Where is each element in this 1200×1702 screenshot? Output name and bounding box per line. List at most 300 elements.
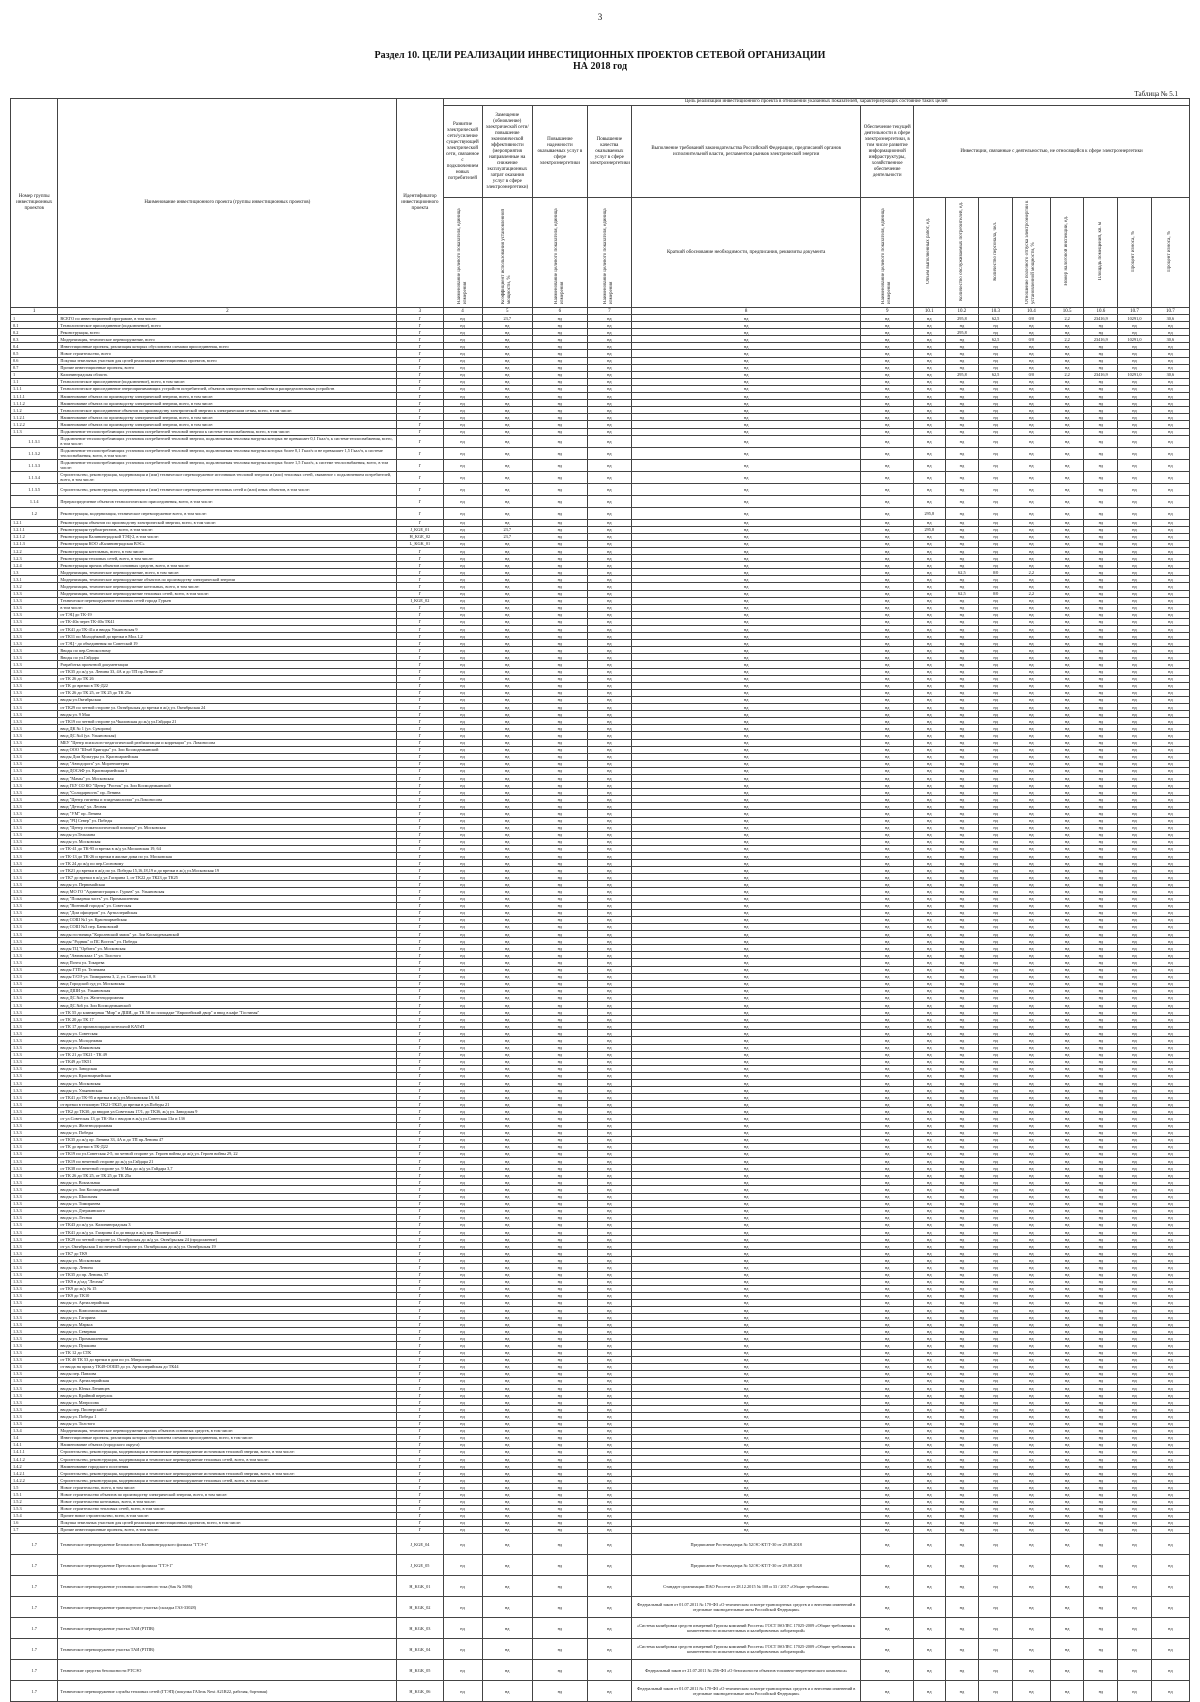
table-cell: нд xyxy=(1012,459,1050,471)
table-cell: нд xyxy=(1084,1363,1118,1370)
table-cell: нд xyxy=(1084,1122,1118,1129)
table-cell: нд xyxy=(533,1413,588,1420)
table-cell: нд xyxy=(443,1314,482,1321)
table-cell: нд xyxy=(1084,909,1118,916)
table-cell: нд xyxy=(979,1470,1013,1477)
table-cell: нд xyxy=(533,378,588,385)
row-id: Г xyxy=(397,789,443,796)
table-cell: нд xyxy=(1151,1427,1189,1434)
row-name: Прочие инвестиционные проекты, всего xyxy=(58,364,397,371)
table-cell: нд xyxy=(1084,696,1118,703)
table-cell: нд xyxy=(1012,1321,1050,1328)
table-cell: нд xyxy=(1084,1576,1118,1597)
table-cell: нд xyxy=(587,1639,631,1660)
table-row xyxy=(11,994,1190,1001)
table-cell: нд xyxy=(1050,1016,1084,1023)
row-id: Г xyxy=(397,1441,443,1448)
table-cell: нд xyxy=(1012,471,1050,483)
table-cell: нд xyxy=(1151,647,1189,654)
table-cell: нд xyxy=(914,1129,946,1136)
table-cell: нд xyxy=(587,973,631,980)
table-cell: нд xyxy=(631,1392,860,1399)
table-cell: нд xyxy=(1151,1420,1189,1427)
row-number: 1.3.3 xyxy=(11,909,58,916)
row-name: от ТК9 до ТК10 xyxy=(58,1292,397,1299)
row-number: 1.3.3 xyxy=(11,1420,58,1427)
table-cell: нд xyxy=(482,1321,533,1328)
table-cell: нд xyxy=(1151,583,1189,590)
table-cell: нд xyxy=(1084,1285,1118,1292)
table-cell: нд xyxy=(1151,1526,1189,1533)
table-cell: нд xyxy=(861,555,914,562)
table-cell: нд xyxy=(1118,760,1152,767)
table-cell: нд xyxy=(861,994,914,1001)
row-id: Г xyxy=(397,357,443,364)
table-cell: нд xyxy=(533,1080,588,1087)
table-row xyxy=(11,1420,1190,1427)
table-cell: нд xyxy=(979,966,1013,973)
row-id: Г xyxy=(397,435,443,447)
row-number: 1.1.3.5 xyxy=(11,483,58,495)
table-cell: нд xyxy=(587,633,631,640)
table-cell: нд xyxy=(443,916,482,923)
table-cell: нд xyxy=(533,459,588,471)
table-cell: нд xyxy=(979,1335,1013,1342)
table-cell: нд xyxy=(482,1335,533,1342)
table-cell: нд xyxy=(861,447,914,459)
table-cell: нд xyxy=(1118,1427,1152,1434)
table-cell: нд xyxy=(1050,1158,1084,1165)
header-sub-3: Наименование целевого показателя, единица измерения xyxy=(533,198,588,308)
table-cell: нд xyxy=(482,1250,533,1257)
table-cell: нд xyxy=(443,668,482,675)
table-cell: нд xyxy=(914,782,946,789)
table-cell: нд xyxy=(1012,576,1050,583)
row-number: 1.3.3 xyxy=(11,1023,58,1030)
table-cell: нд xyxy=(861,435,914,447)
table-cell: нд xyxy=(533,597,588,604)
table-cell: нд xyxy=(1050,1094,1084,1101)
table-cell: нд xyxy=(861,1080,914,1087)
row-id: Г xyxy=(397,329,443,336)
table-cell: нд xyxy=(533,1681,588,1702)
table-cell: нд xyxy=(631,1122,860,1129)
row-number: 1.3.3 xyxy=(11,746,58,753)
table-cell: нд xyxy=(914,725,946,732)
table-cell: нд xyxy=(443,385,482,392)
table-cell: нд xyxy=(1118,364,1152,371)
table-cell: нд xyxy=(1084,428,1118,435)
table-cell: нд xyxy=(1012,803,1050,810)
table-cell: нд xyxy=(945,400,979,407)
row-id: Г xyxy=(397,704,443,711)
table-row xyxy=(11,533,1190,540)
table-row xyxy=(11,1370,1190,1377)
row-name: от ТК9 в д/сад "Лесная" xyxy=(58,1278,397,1285)
table-cell: нд xyxy=(1118,583,1152,590)
table-cell: нд xyxy=(482,1491,533,1498)
table-cell: нд xyxy=(631,789,860,796)
table-cell: нд xyxy=(1012,1555,1050,1576)
table-cell: нд xyxy=(1012,1377,1050,1384)
row-number: 1.3.3 xyxy=(11,1228,58,1235)
row-number: 1.3.3 xyxy=(11,618,58,625)
table-cell: нд xyxy=(533,959,588,966)
table-cell: нд xyxy=(1012,994,1050,1001)
table-cell: нд xyxy=(482,618,533,625)
table-row xyxy=(11,1349,1190,1356)
table-cell: нд xyxy=(631,774,860,781)
row-document: Предписание Ростехнадзора № 52/ЭС-КТ/Т-30 от 29.09.2018 xyxy=(631,1534,860,1555)
table-cell: нд xyxy=(587,1009,631,1016)
row-number: 1.3.3 xyxy=(11,1406,58,1413)
table-cell: нд xyxy=(945,540,979,547)
table-cell: нд xyxy=(914,1597,946,1618)
table-cell: нд xyxy=(443,895,482,902)
row-id: Н_KGE_02 xyxy=(397,533,443,540)
table-cell: нд xyxy=(861,1115,914,1122)
row-number: 1.3.3 xyxy=(11,718,58,725)
table-row xyxy=(11,654,1190,661)
table-cell: нд xyxy=(587,774,631,781)
table-number: Таблица № 5.1 xyxy=(1134,90,1178,98)
table-cell: нд xyxy=(1118,1009,1152,1016)
table-cell: нд xyxy=(482,1555,533,1576)
table-cell: нд xyxy=(443,1377,482,1384)
table-cell: нд xyxy=(861,853,914,860)
table-cell: нд xyxy=(1050,1427,1084,1434)
table-row xyxy=(11,824,1190,831)
table-cell: нд xyxy=(482,1009,533,1016)
table-cell: нд xyxy=(945,661,979,668)
table-cell: нд xyxy=(1012,428,1050,435)
row-id: Г xyxy=(397,519,443,526)
table-cell: нд xyxy=(945,1370,979,1377)
table-row xyxy=(11,753,1190,760)
table-cell: нд xyxy=(533,343,588,350)
table-cell: нд xyxy=(945,1001,979,1008)
table-cell: нд xyxy=(945,1186,979,1193)
table-cell: нд xyxy=(631,519,860,526)
table-cell: нд xyxy=(945,1150,979,1157)
table-cell: нд xyxy=(1084,1356,1118,1363)
table-cell: нд xyxy=(533,1236,588,1243)
table-cell: нд xyxy=(861,1328,914,1335)
table-cell: нд xyxy=(979,853,1013,860)
table-cell: нд xyxy=(1050,547,1084,554)
table-cell: нд xyxy=(914,1037,946,1044)
table-cell: нд xyxy=(979,1080,1013,1087)
row-number: 1.1.3.4 xyxy=(11,471,58,483)
table-cell: нд xyxy=(1084,583,1118,590)
table-cell: нд xyxy=(1151,1335,1189,1342)
table-cell: нд xyxy=(482,336,533,343)
table-cell: нд xyxy=(1151,435,1189,447)
table-cell: нд xyxy=(482,393,533,400)
table-cell: нд xyxy=(1050,414,1084,421)
row-name: Модернизация, техническое перевооружение, всего, в том числе: xyxy=(58,569,397,576)
table-cell: нд xyxy=(482,1463,533,1470)
row-number: 1.3.3 xyxy=(11,633,58,640)
table-cell: нд xyxy=(1084,1314,1118,1321)
table-cell: нд xyxy=(979,767,1013,774)
row-number: 1.3.3 xyxy=(11,987,58,994)
row-id: Г xyxy=(397,343,443,350)
table-cell: нд xyxy=(1050,1257,1084,1264)
table-cell: нд xyxy=(1151,1292,1189,1299)
table-row xyxy=(11,1534,1190,1555)
table-cell: нд xyxy=(443,569,482,576)
table-row xyxy=(11,1016,1190,1023)
table-cell: нд xyxy=(1012,1179,1050,1186)
table-cell: нд xyxy=(945,1434,979,1441)
table-cell: нд xyxy=(482,916,533,923)
table-cell: нд xyxy=(1012,1335,1050,1342)
table-cell: нд xyxy=(482,1221,533,1228)
table-cell: нд xyxy=(1118,1037,1152,1044)
table-cell: нд xyxy=(1118,1399,1152,1406)
table-cell: нд xyxy=(1151,1207,1189,1214)
table-cell: нд xyxy=(533,1321,588,1328)
table-cell: нд xyxy=(443,746,482,753)
table-cell: нд xyxy=(1151,1399,1189,1406)
table-cell: нд xyxy=(482,767,533,774)
table-cell: нд xyxy=(945,555,979,562)
table-cell: нд xyxy=(533,322,588,329)
row-id: Г xyxy=(397,1072,443,1079)
table-cell: нд xyxy=(1050,711,1084,718)
row-name: Технологическое присоединение энергопринимающих устройств потребителей, объектов электросетевого хозяйства и распределительных устройств xyxy=(58,385,397,392)
row-number: 1.3.3 xyxy=(11,1214,58,1221)
table-cell: нд xyxy=(1012,1115,1050,1122)
table-cell: нд xyxy=(1050,1080,1084,1087)
table-cell: нд xyxy=(1084,1477,1118,1484)
table-cell: нд xyxy=(1118,675,1152,682)
table-cell: нд xyxy=(587,507,631,519)
table-cell: нд xyxy=(914,590,946,597)
row-id: Г xyxy=(397,803,443,810)
row-id: Г xyxy=(397,322,443,329)
table-cell: нд xyxy=(914,1335,946,1342)
table-cell: нд xyxy=(979,1143,1013,1150)
row-name: Технологическое присоединение (подключение), всего, в том числе: xyxy=(58,378,397,385)
table-cell: нд xyxy=(443,1534,482,1555)
table-cell: нд xyxy=(861,1392,914,1399)
row-id: Г xyxy=(397,845,443,852)
row-number: 1.4.1 xyxy=(11,1441,58,1448)
table-cell: нд xyxy=(861,824,914,831)
table-cell: нд xyxy=(861,633,914,640)
table-cell: нд xyxy=(1118,633,1152,640)
table-cell: нд xyxy=(945,1250,979,1257)
table-cell: нд xyxy=(861,1363,914,1370)
table-cell: нд xyxy=(443,1349,482,1356)
table-cell: нд xyxy=(1084,824,1118,831)
row-document: Федеральный закон от 21.07.2011 № 256-ФЗ «О безопасности объектов топливно-энергетического комплекса» xyxy=(631,1660,860,1681)
row-number: 1.3.2 xyxy=(11,583,58,590)
table-cell: нд xyxy=(1118,973,1152,980)
row-number: 1.1.1.2 xyxy=(11,400,58,407)
table-row xyxy=(11,1434,1190,1441)
table-cell: нд xyxy=(914,1292,946,1299)
table-cell: нд xyxy=(533,895,588,902)
table-cell: нд xyxy=(861,407,914,414)
table-cell: нд xyxy=(1012,718,1050,725)
table-cell: нд xyxy=(587,1136,631,1143)
table-row xyxy=(11,583,1190,590)
table-cell: нд xyxy=(1118,1207,1152,1214)
table-cell: нд xyxy=(1050,1307,1084,1314)
table-cell: нд xyxy=(1151,1200,1189,1207)
table-cell: нд xyxy=(979,1406,1013,1413)
table-cell: нд xyxy=(914,668,946,675)
row-name: Реконструкция, всего xyxy=(58,329,397,336)
table-cell: нд xyxy=(533,1660,588,1681)
table-cell: нд xyxy=(1084,1186,1118,1193)
row-id: Г xyxy=(397,1243,443,1250)
table-cell: нд xyxy=(861,364,914,371)
table-cell: нд xyxy=(443,421,482,428)
table-row xyxy=(11,336,1190,343)
table-cell: нд xyxy=(1151,895,1189,902)
table-cell: нд xyxy=(587,1342,631,1349)
table-cell: 0/0 xyxy=(979,569,1013,576)
table-cell: нд xyxy=(861,428,914,435)
table-cell: нд xyxy=(587,1186,631,1193)
table-row xyxy=(11,322,1190,329)
table-cell: нд xyxy=(1084,1413,1118,1420)
table-cell: нд xyxy=(1151,414,1189,421)
table-row xyxy=(11,1660,1190,1681)
table-row xyxy=(11,1087,1190,1094)
table-cell: нд xyxy=(631,322,860,329)
table-cell: нд xyxy=(945,718,979,725)
table-cell: нд xyxy=(631,1016,860,1023)
table-cell: нд xyxy=(1050,329,1084,336)
row-id: Г xyxy=(397,1221,443,1228)
row-id: Г xyxy=(397,888,443,895)
table-cell: нд xyxy=(1050,874,1084,881)
table-cell: нд xyxy=(443,364,482,371)
table-cell: нд xyxy=(631,526,860,533)
table-cell: нд xyxy=(443,562,482,569)
table-row xyxy=(11,959,1190,966)
table-cell: нд xyxy=(945,1044,979,1051)
table-cell: нд xyxy=(587,547,631,554)
table-cell: нд xyxy=(914,1377,946,1384)
table-cell: нд xyxy=(1118,1299,1152,1306)
table-cell: нд xyxy=(1050,1660,1084,1681)
row-name: Калининградская область xyxy=(58,371,397,378)
table-cell: нд xyxy=(914,987,946,994)
table-cell: нд xyxy=(1012,626,1050,633)
row-number: 1.3.3 xyxy=(11,824,58,831)
table-cell: нд xyxy=(443,547,482,554)
row-number: 1.3.3 xyxy=(11,1278,58,1285)
table-cell: нд xyxy=(979,774,1013,781)
row-id: Г xyxy=(397,668,443,675)
table-cell: нд xyxy=(587,569,631,576)
table-cell: нд xyxy=(482,1576,533,1597)
table-cell: 23,7 xyxy=(482,533,533,540)
table-cell: нд xyxy=(533,1122,588,1129)
row-number: 1.2.1.3 xyxy=(11,540,58,547)
table-cell: нд xyxy=(1050,421,1084,428)
table-cell: нд xyxy=(587,555,631,562)
table-cell: нд xyxy=(1118,1214,1152,1221)
table-cell: нд xyxy=(1050,1363,1084,1370)
table-cell: нд xyxy=(1050,1512,1084,1519)
table-cell: нд xyxy=(482,459,533,471)
table-cell: нд xyxy=(482,966,533,973)
table-row xyxy=(11,782,1190,789)
table-cell: нд xyxy=(1151,789,1189,796)
table-cell: нд xyxy=(979,435,1013,447)
table-cell: нд xyxy=(587,1037,631,1044)
table-cell: нд xyxy=(631,654,860,661)
row-number: 1.3.3 xyxy=(11,1236,58,1243)
table-cell: нд xyxy=(533,824,588,831)
row-id: Г xyxy=(397,378,443,385)
table-cell: нд xyxy=(1151,357,1189,364)
table-cell: нд xyxy=(979,824,1013,831)
table-cell: нд xyxy=(443,654,482,661)
row-number: 1.3.3 xyxy=(11,1101,58,1108)
table-cell: нд xyxy=(587,1065,631,1072)
table-cell: нд xyxy=(1050,704,1084,711)
title-line-1: Раздел 10. ЦЕЛИ РЕАЛИЗАЦИИ ИНВЕСТИЦИОННЫХ ПРОЕКТОВ СЕТЕВОЙ ОРГАНИЗАЦИИ xyxy=(374,50,826,61)
table-cell: нд xyxy=(1118,1335,1152,1342)
table-cell: 23416,9 xyxy=(1084,336,1118,343)
table-cell: нд xyxy=(979,576,1013,583)
table-cell: нд xyxy=(1151,796,1189,803)
table-cell: нд xyxy=(443,1271,482,1278)
table-cell: нд xyxy=(533,1150,588,1157)
row-name: вводы ул. Московская xyxy=(58,838,397,845)
table-cell: нд xyxy=(631,1377,860,1384)
table-cell: нд xyxy=(914,1349,946,1356)
table-cell: нд xyxy=(914,1172,946,1179)
table-cell: нд xyxy=(482,732,533,739)
table-cell: нд xyxy=(945,853,979,860)
row-number: 1.4 xyxy=(11,1434,58,1441)
table-cell: нд xyxy=(1084,838,1118,845)
table-cell: нд xyxy=(587,459,631,471)
table-cell: нд xyxy=(443,1463,482,1470)
table-cell: нд xyxy=(482,1328,533,1335)
row-name: от ТК 20 до ТК 17 xyxy=(58,1016,397,1023)
table-row xyxy=(11,704,1190,711)
table-cell: нд xyxy=(1151,753,1189,760)
table-cell: нд xyxy=(979,597,1013,604)
table-cell: нд xyxy=(861,1044,914,1051)
table-cell: 23,7 xyxy=(482,315,533,322)
table-cell: нд xyxy=(861,923,914,930)
table-row xyxy=(11,1356,1190,1363)
table-cell: нд xyxy=(1012,611,1050,618)
table-cell: нд xyxy=(979,704,1013,711)
row-name: от ТК 17 до промплощадки котельной КАТэП xyxy=(58,1023,397,1030)
table-cell: нд xyxy=(482,364,533,371)
row-name: вводы ул. Победы 1 xyxy=(58,1413,397,1420)
table-cell: нд xyxy=(443,831,482,838)
table-cell: нд xyxy=(914,838,946,845)
table-cell: нд xyxy=(1084,1406,1118,1413)
table-row xyxy=(11,507,1190,519)
table-cell: нд xyxy=(979,1349,1013,1356)
table-cell: нд xyxy=(587,1335,631,1342)
table-cell: нд xyxy=(979,414,1013,421)
